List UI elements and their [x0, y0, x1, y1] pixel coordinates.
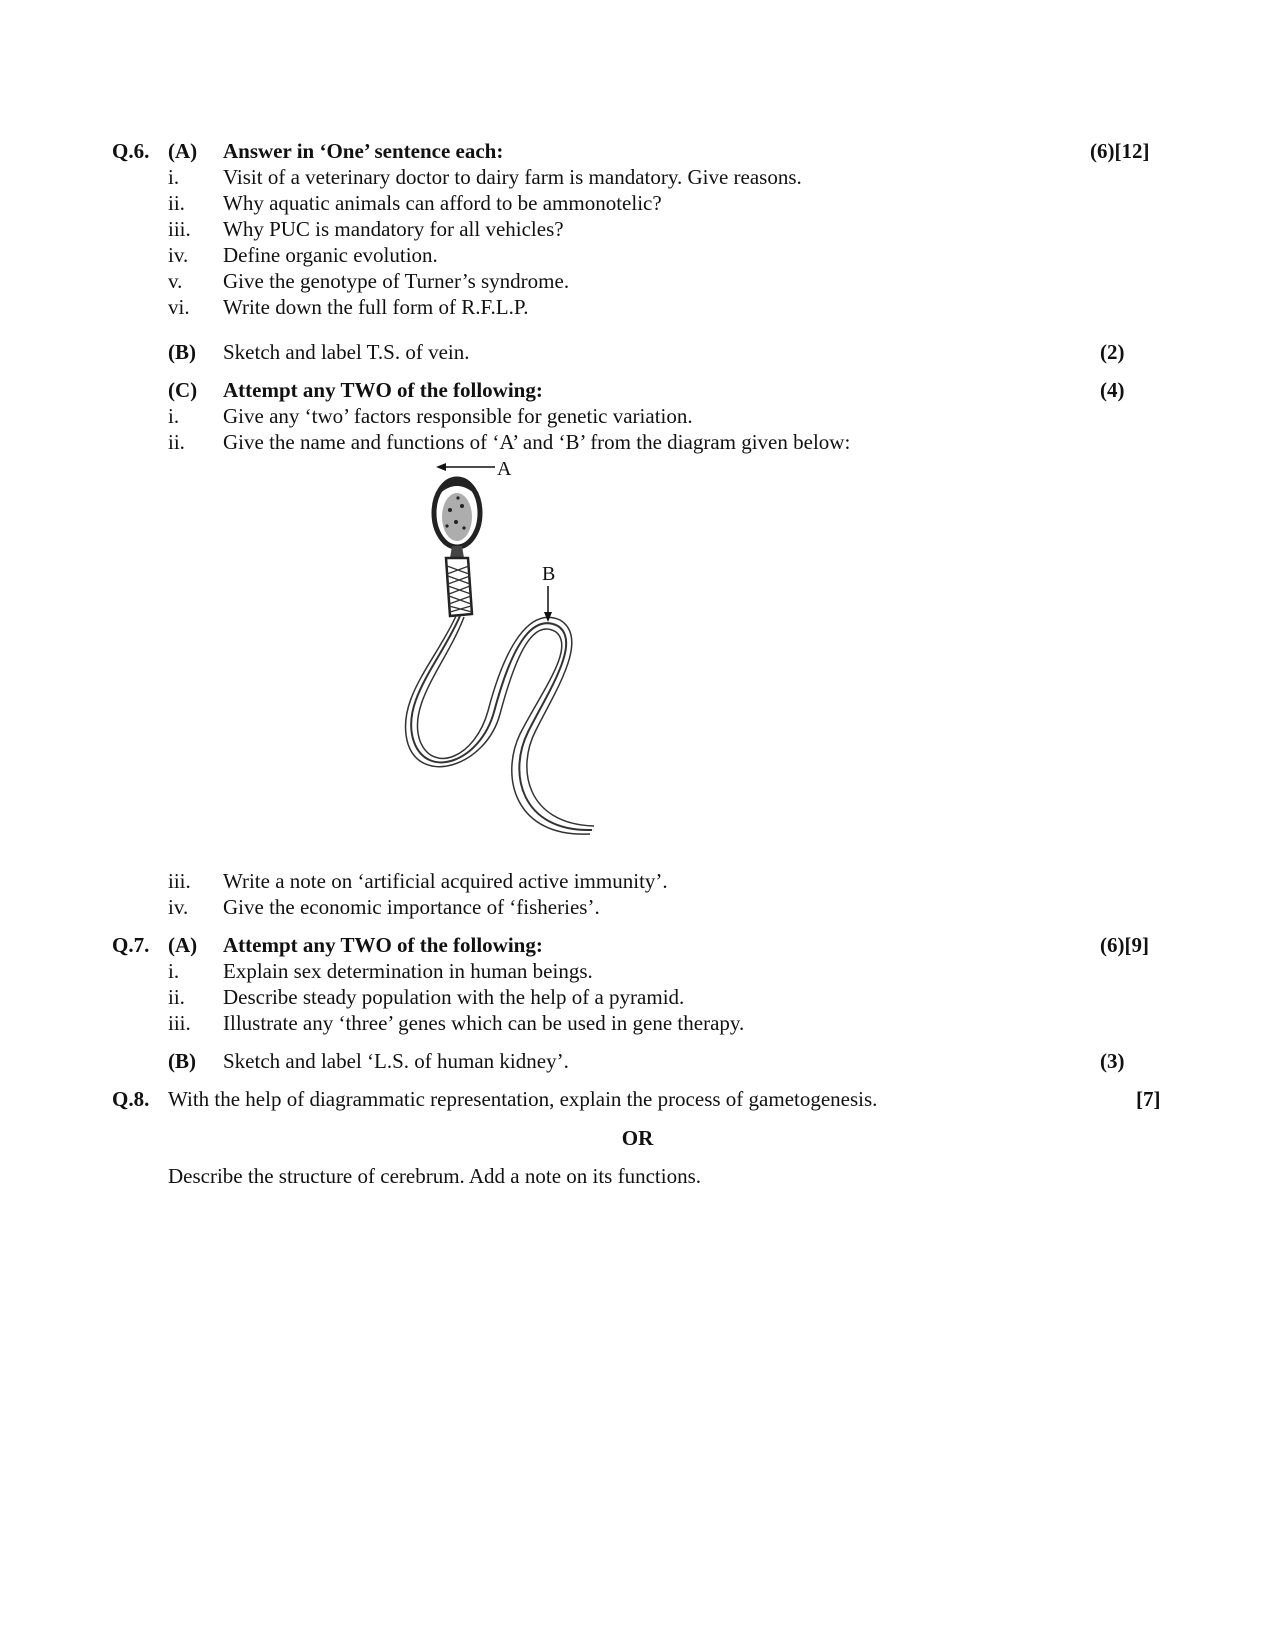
q6-a-item-text: Why aquatic animals can afford to be ammonotelic? — [223, 191, 662, 215]
q7-a-marks: (6)[9] — [1100, 933, 1149, 957]
q6-a-item-text: Write down the full form of R.F.L.P. — [223, 295, 529, 319]
q6-c-item-text: Write a note on ‘artificial acquired active immunity’. — [223, 869, 668, 893]
sperm-head — [434, 479, 480, 547]
q8-text: With the help of diagrammatic representation, explain the process of gametogenesis. — [168, 1087, 878, 1111]
q7-a-item-num: ii. — [168, 985, 185, 1009]
q7-number: Q.7. — [112, 933, 150, 957]
q7-b-text: Sketch and label ‘L.S. of human kidney’. — [223, 1049, 569, 1073]
q6-number: Q.6. — [112, 139, 150, 163]
q6-a-item-text: Visit of a veterinary doctor to dairy farm is mandatory. Give reasons. — [223, 165, 802, 189]
q6-c-marks: (4) — [1100, 378, 1125, 402]
q7-a-label: (A) — [168, 933, 198, 957]
sperm-tail — [405, 616, 594, 834]
q6-a-marks: (6)[12] — [1090, 139, 1150, 163]
label-b-pointer — [544, 586, 552, 622]
q6-a-item-num: ii. — [168, 191, 185, 215]
q7-a-item-text: Explain sex determination in human beings. — [223, 959, 593, 983]
label-a: A — [497, 462, 512, 480]
q6-c-heading: Attempt any TWO of the following: — [223, 378, 543, 402]
q6-b-label: (B) — [168, 340, 196, 364]
q6-b-text: Sketch and label T.S. of vein. — [223, 340, 470, 364]
q6-c-item-text: Give the economic importance of ‘fisheries’. — [223, 895, 600, 919]
q6-a-item-num: vi. — [168, 295, 190, 319]
q6-c-item-num: iii. — [168, 869, 191, 893]
q6-b-marks: (2) — [1100, 340, 1125, 364]
q8-alt-text: Describe the structure of cerebrum. Add a note on its functions. — [168, 1164, 702, 1188]
q8-marks: [7] — [1136, 1087, 1161, 1111]
q7-a-item-num: i. — [168, 959, 180, 983]
q6-a-label: (A) — [168, 139, 198, 163]
q6-a-item-text: Define organic evolution. — [223, 243, 438, 267]
q6-a-item-num: iv. — [168, 243, 189, 267]
q7-a-item-num: iii. — [168, 1011, 191, 1035]
sperm-middle-piece — [446, 558, 472, 616]
q8-or: OR — [621, 1126, 654, 1150]
q6-a-item-text: Why PUC is mandatory for all vehicles? — [223, 217, 564, 241]
q6-c-item-num: iv. — [168, 895, 189, 919]
q6-a-item-num: v. — [168, 269, 183, 293]
q6-c-item-num: ii. — [168, 430, 185, 454]
q7-a-heading: Attempt any TWO of the following: — [223, 933, 543, 957]
q7-a-item-text: Illustrate any ‘three’ genes which can be used in gene therapy. — [223, 1011, 745, 1035]
q6-a-item-num: iii. — [168, 217, 191, 241]
q7-b-marks: (3) — [1100, 1049, 1125, 1073]
q7-b-label: (B) — [168, 1049, 196, 1073]
q8-number: Q.8. — [112, 1087, 150, 1111]
label-a-pointer — [436, 463, 495, 471]
q6-c-item-text: Give any ‘two’ factors responsible for genetic variation. — [223, 404, 693, 428]
q6-a-heading: Answer in ‘One’ sentence each: — [223, 139, 504, 163]
q6-a-item-num: i. — [168, 165, 180, 189]
q6-a-item-text: Give the genotype of Turner’s syndrome. — [223, 269, 570, 293]
label-b: B — [542, 563, 556, 585]
q6-c-label: (C) — [168, 378, 198, 402]
q7-a-item-text: Describe steady population with the help of a pyramid. — [223, 985, 685, 1009]
sperm-diagram — [400, 462, 700, 882]
q6-c-item-text: Give the name and functions of ‘A’ and ‘B’ from the diagram given below: — [223, 430, 851, 454]
q6-c-item-num: i. — [168, 404, 180, 428]
